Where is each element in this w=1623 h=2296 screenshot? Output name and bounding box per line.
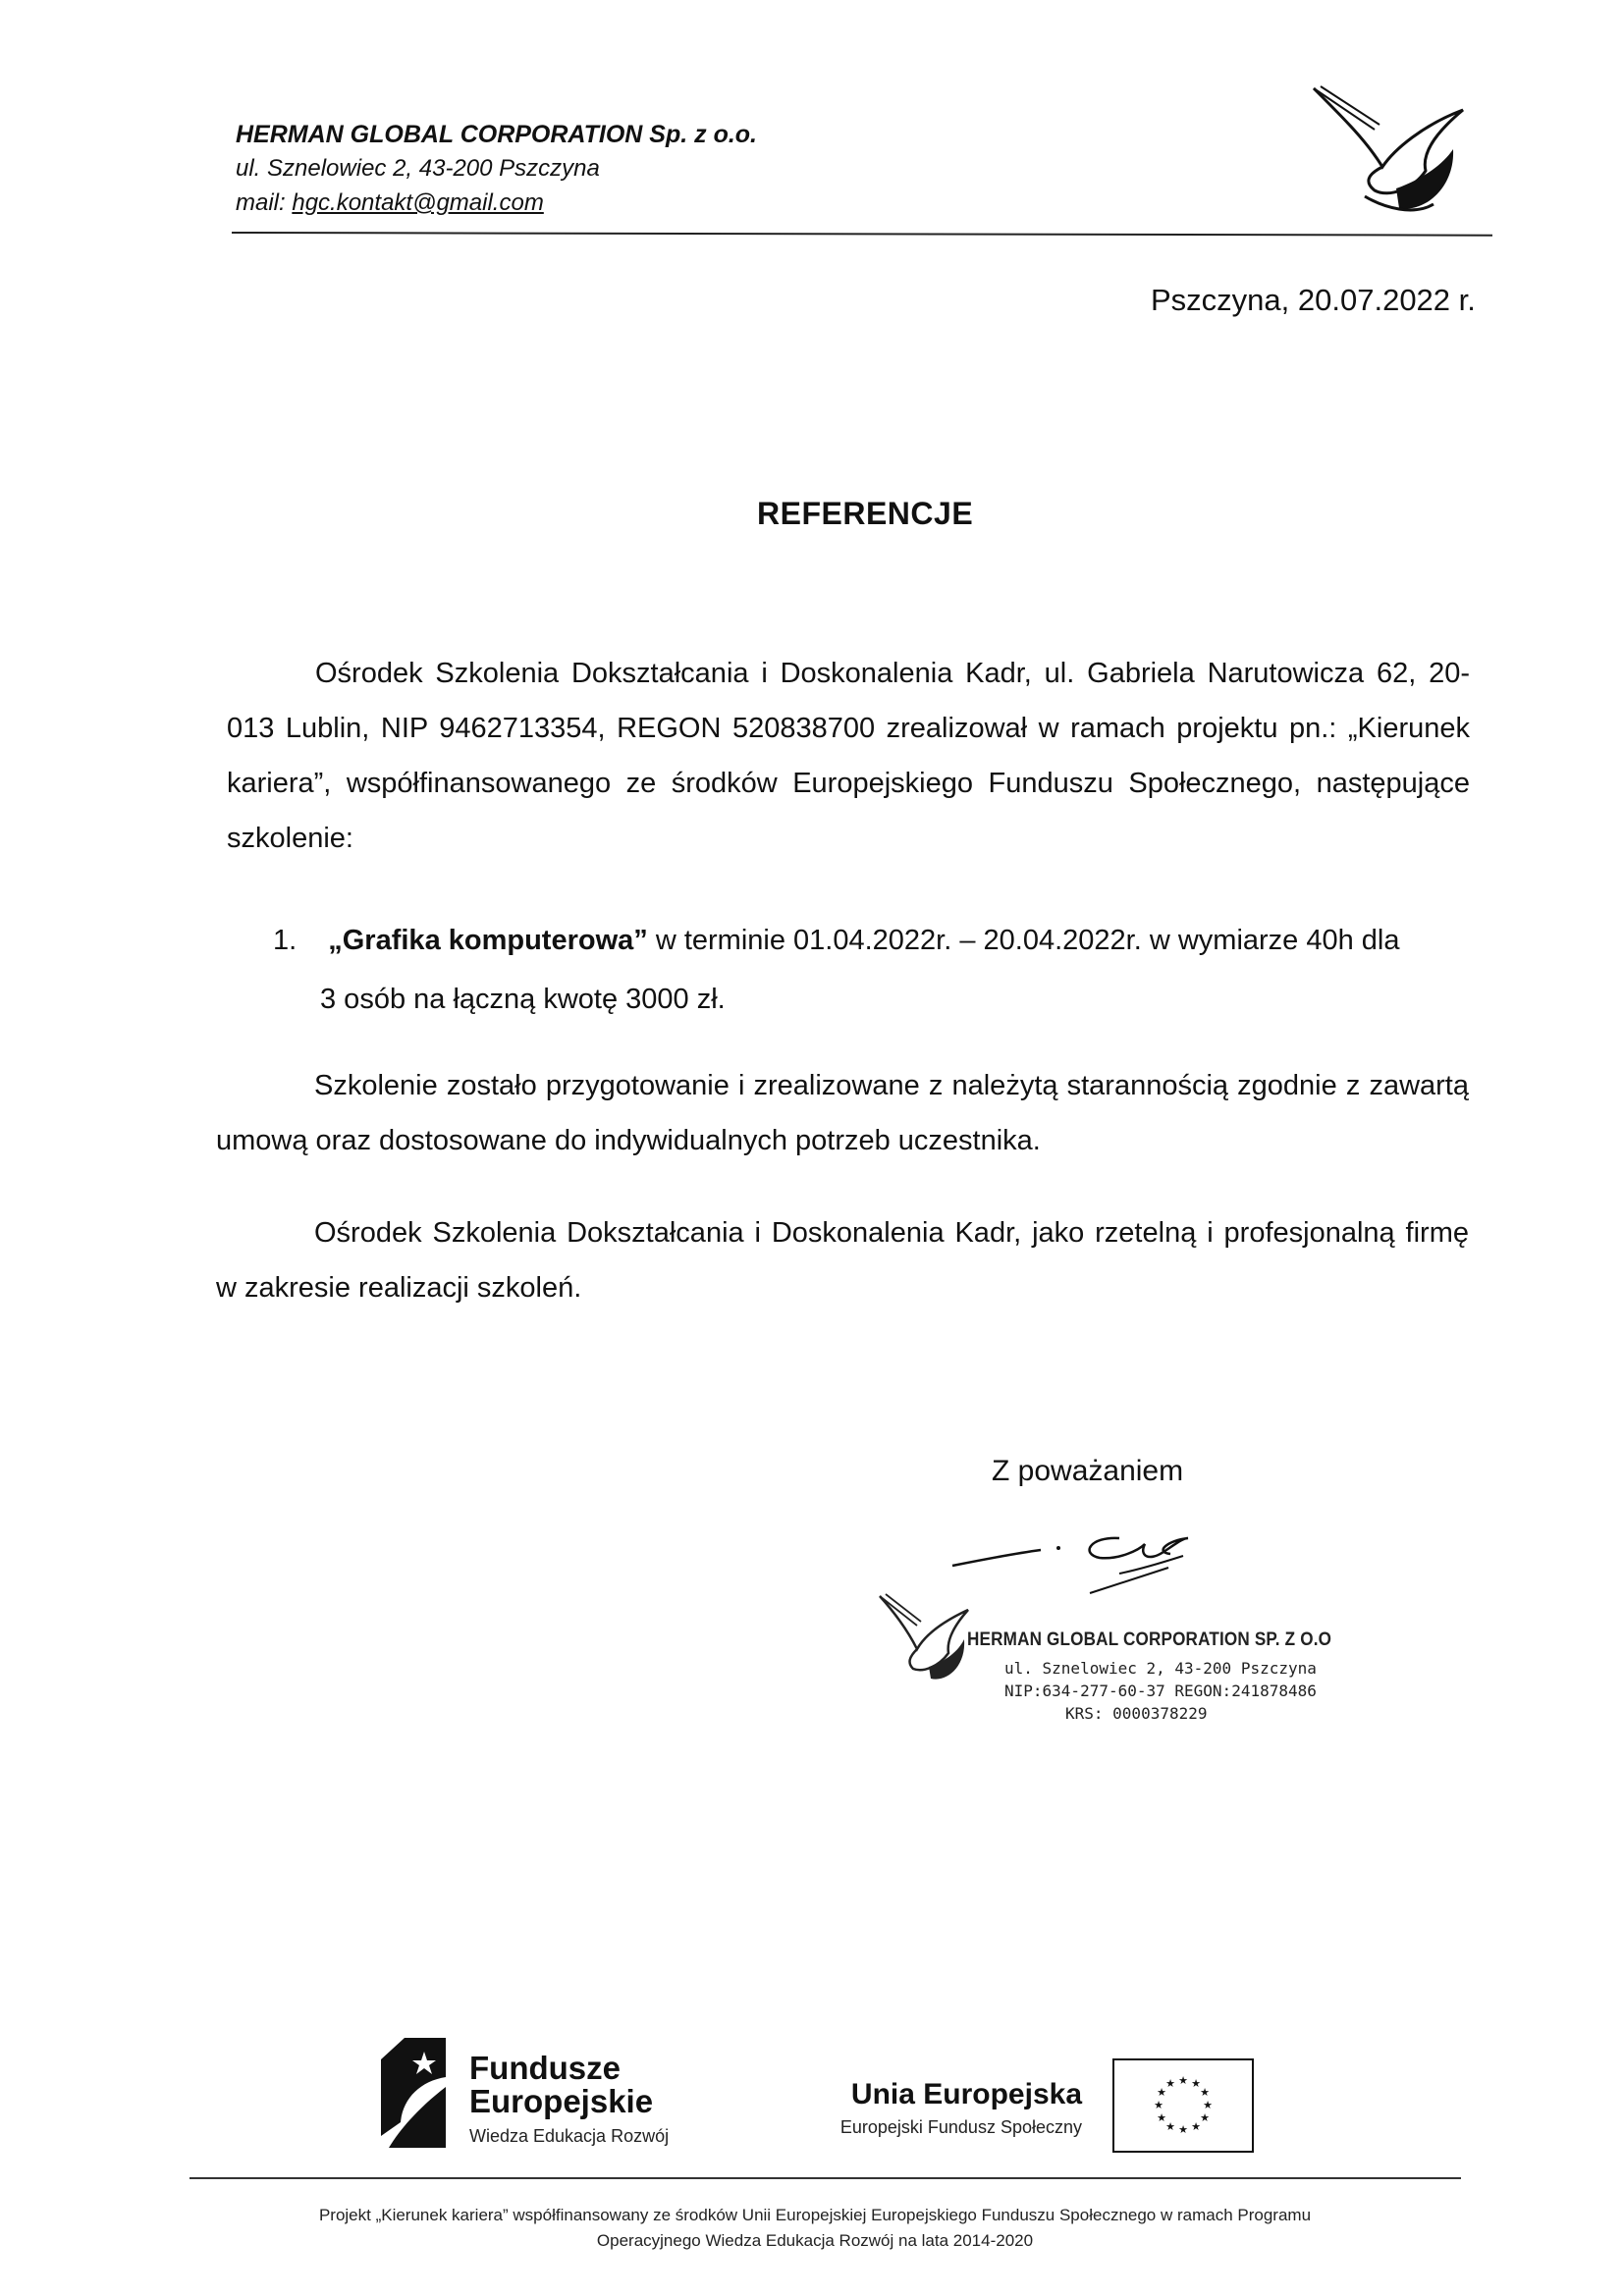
- svg-text:★: ★: [1157, 2111, 1166, 2124]
- footnote-line1: Projekt „Kierunek kariera” współfinansowany ze środków Unii Europejskiej Europejskiego Funduszu Społecznego w ramach Programu: [318, 2206, 1312, 2224]
- ue-line2: Europejski Fundusz Społeczny: [839, 2117, 1082, 2137]
- fe-line2: Europejskie: [469, 2083, 654, 2119]
- training-name: „Grafika komputerowa”: [328, 925, 648, 956]
- company-address: ul. Sznelowiec 2, 43-200 Pszczyna: [236, 155, 600, 182]
- signature-icon: [943, 1517, 1237, 1615]
- svg-text:★: ★: [1191, 2077, 1201, 2090]
- stamp-ids: NIP:634-277-60-37 REGON:241878486: [1004, 1682, 1317, 1700]
- svg-text:★: ★: [1200, 2086, 1210, 2099]
- fundusze-europejskie-logo-icon: [381, 2038, 446, 2148]
- paragraph-recommendation-text: Ośrodek Szkolenia Dokształcania i Doskonalenia Kadr, jako rzetelną i profesjonalną firmę w zakresie realizacji szkoleń.: [216, 1217, 1469, 1304]
- training-details: w terminie 01.04.2022r. – 20.04.2022r. w wymiarze 40h dla: [647, 925, 1400, 956]
- svg-text:★: ★: [1203, 2099, 1213, 2111]
- svg-text:★: ★: [1154, 2099, 1163, 2111]
- company-stamp: [967, 1629, 1372, 1725]
- svg-text:★: ★: [1157, 2086, 1166, 2099]
- paragraph-intro-text: Ośrodek Szkolenia Dokształcania i Doskonalenia Kadr, ul. Gabriela Narutowicza 62, 20-013 Lublin, NIP 9462713354, REGON 520838700 zrealizował w ramach projektu pn.: „Kierunek kariera”, współfinansowanego ze środków Europejskiego Funduszu Społecznego, następujące szkolenie:: [227, 658, 1470, 854]
- fundusze-europejskie-text: [469, 2052, 669, 2147]
- fe-line1: Fundusze: [469, 2050, 621, 2086]
- list-item-continuation: 3 osób na łączną kwotę 3000 zł.: [320, 984, 726, 1015]
- stamp-address: ul. Sznelowiec 2, 43-200 Pszczyna: [1004, 1659, 1317, 1678]
- footer-divider: [189, 2177, 1461, 2179]
- letter-title: REFERENCJE: [757, 496, 974, 531]
- paragraph-recommendation: [216, 1205, 1469, 1315]
- mail-label: mail:: [236, 189, 286, 216]
- list-item: [273, 913, 1471, 968]
- paragraph-quality-text: Szkolenie zostało przygotowanie i zrealizowane z należytą starannością zgodnie z zawartą umową oraz dostosowane do indywidualnych potrzeb uczestnika.: [216, 1070, 1469, 1156]
- unia-europejska-text: [797, 2078, 1082, 2138]
- svg-text:★: ★: [1165, 2120, 1175, 2133]
- mail-link[interactable]: hgc.kontakt@gmail.com: [292, 189, 544, 216]
- eu-stars-icon: [1114, 2060, 1252, 2151]
- svg-text:★: ★: [1191, 2120, 1201, 2133]
- fe-line3: Wiedza Edukacja Rozwój: [469, 2126, 670, 2146]
- company-name: HERMAN GLOBAL CORPORATION Sp. z o.o.: [236, 121, 758, 148]
- dove-logo-icon: [1306, 80, 1483, 228]
- svg-text:★: ★: [1178, 2074, 1188, 2087]
- company-mail: [236, 188, 544, 218]
- ue-line1: Unia Europejska: [850, 2078, 1082, 2110]
- paragraph-intro: [227, 646, 1470, 866]
- stamp-krs: KRS: 0000378229: [1065, 1704, 1208, 1723]
- svg-text:★: ★: [1200, 2111, 1210, 2124]
- project-footnote: [147, 2203, 1483, 2254]
- svg-text:★: ★: [1165, 2077, 1175, 2090]
- stamp-dove-icon: [874, 1590, 982, 1688]
- paragraph-quality: [216, 1058, 1469, 1168]
- svg-text:★: ★: [1178, 2123, 1188, 2136]
- stamp-company-name: HERMAN GLOBAL CORPORATION SP. Z O.O: [967, 1629, 1332, 1650]
- eu-flag-box: [1112, 2058, 1254, 2153]
- letter-date: Pszczyna, 20.07.2022 r.: [1151, 283, 1476, 317]
- header-divider: [232, 232, 1492, 237]
- closing-salutation: Z poważaniem: [992, 1455, 1184, 1487]
- list-item-number: 1.: [273, 925, 298, 956]
- footnote-line2: Operacyjnego Wiedza Edukacja Rozwój na lata 2014-2020: [596, 2231, 1034, 2250]
